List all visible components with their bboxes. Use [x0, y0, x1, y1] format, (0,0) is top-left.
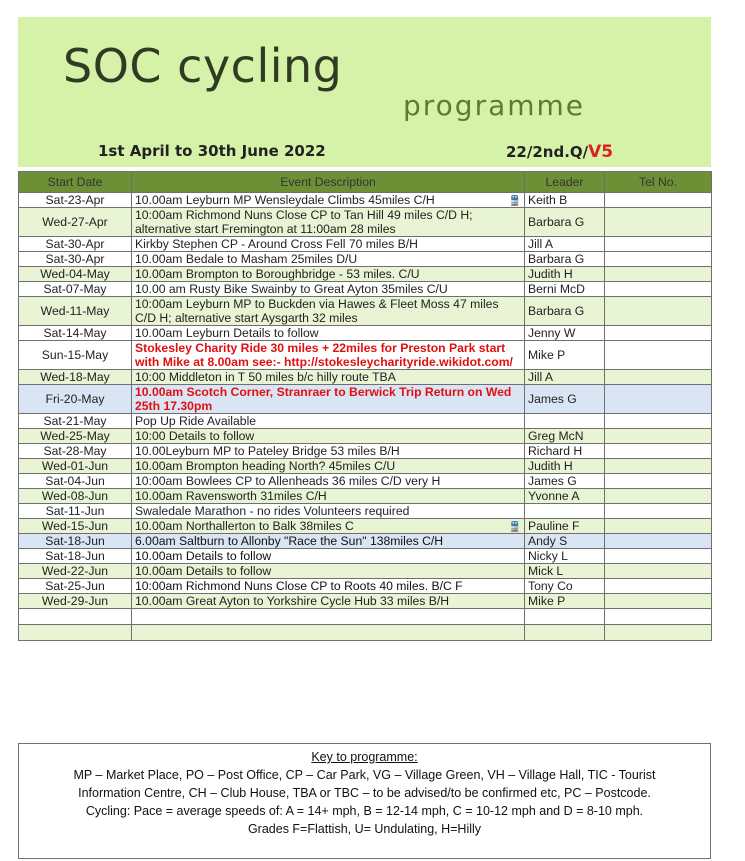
- row-event: Stokesley Charity Ride 30 miles + 22miles for Preston Park start with Mike at 8.00am see:- http://stokesleycharityride.wikidot.com/: [132, 341, 525, 370]
- row-leader: Andy S: [525, 534, 605, 549]
- row-tel: [605, 297, 712, 326]
- table-row: [19, 594, 712, 609]
- row-leader: Greg McN: [525, 429, 605, 444]
- row-event: 10.00am Leyburn Details to follow: [132, 326, 525, 341]
- empty-cell: [19, 609, 132, 625]
- row-leader: James G: [525, 385, 605, 414]
- row-leader: Yvonne A: [525, 489, 605, 504]
- table-row: [19, 444, 712, 459]
- row-date: Sat-30-Apr: [19, 237, 132, 252]
- table-row: [19, 341, 712, 370]
- row-leader: Berni McD: [525, 282, 605, 297]
- train-icon: 🚆: [508, 522, 521, 533]
- row-event: [132, 193, 525, 208]
- row-event-text: 10.00am Leyburn MP Wensleydale Climbs 45miles C/H: [135, 193, 435, 207]
- table-row: [19, 414, 712, 429]
- table-row: [19, 504, 712, 519]
- row-leader: [525, 414, 605, 429]
- table-row: [19, 370, 712, 385]
- row-leader: Judith H: [525, 267, 605, 282]
- table-row: [19, 193, 712, 208]
- row-tel: [605, 534, 712, 549]
- row-tel: [605, 237, 712, 252]
- row-date: Sat-07-May: [19, 282, 132, 297]
- row-leader: Mike P: [525, 341, 605, 370]
- row-leader: Barbara G: [525, 252, 605, 267]
- row-tel: [605, 370, 712, 385]
- row-leader: [525, 504, 605, 519]
- row-leader: Barbara G: [525, 297, 605, 326]
- row-date: Sat-14-May: [19, 326, 132, 341]
- row-tel: [605, 252, 712, 267]
- row-event: 10.00am Brompton to Boroughbridge - 53 miles. C/U: [132, 267, 525, 282]
- row-event: 10:00am Richmond Nuns Close CP to Tan Hill 49 miles C/D H; alternative start Fremington at 11:00am 28 miles: [132, 208, 525, 237]
- row-date: Sat-21-May: [19, 414, 132, 429]
- table-row: [19, 252, 712, 267]
- table-row: [19, 267, 712, 282]
- table-row: [19, 564, 712, 579]
- key-line: Cycling: Pace = average speeds of: A = 14+ mph, B = 12-14 mph, C = 10-12 mph and D = 8-10 mph.: [85, 804, 644, 818]
- row-date: Wed-25-May: [19, 429, 132, 444]
- empty-cell: [605, 609, 712, 625]
- row-date: Sat-18-Jun: [19, 549, 132, 564]
- column-header: Start Date: [19, 172, 132, 193]
- row-tel: [605, 459, 712, 474]
- row-event: 10:00am Leyburn MP to Buckden via Hawes & Fleet Moss 47 miles C/D H; alternative start Aysgarth 32 miles: [132, 297, 525, 326]
- version-label: [506, 142, 613, 162]
- row-date: Sat-11-Jun: [19, 504, 132, 519]
- row-date: Sat-23-Apr: [19, 193, 132, 208]
- row-leader: James G: [525, 474, 605, 489]
- row-tel: [605, 579, 712, 594]
- table-row: [19, 519, 712, 534]
- table-row: [19, 208, 712, 237]
- row-date: Wed-29-Jun: [19, 594, 132, 609]
- row-tel: [605, 267, 712, 282]
- row-date: Wed-15-Jun: [19, 519, 132, 534]
- row-date: Wed-01-Jun: [19, 459, 132, 474]
- row-tel: [605, 414, 712, 429]
- row-event-text: 10.00am Northallerton to Balk 38miles C: [135, 519, 354, 533]
- table-row: [19, 549, 712, 564]
- row-date: Wed-18-May: [19, 370, 132, 385]
- row-date: Sun-15-May: [19, 341, 132, 370]
- row-date: Sat-18-Jun: [19, 534, 132, 549]
- row-leader: Barbara G: [525, 208, 605, 237]
- version-prefix: 22/2nd.Q/: [506, 143, 589, 161]
- row-tel: [605, 474, 712, 489]
- row-date: Sat-25-Jun: [19, 579, 132, 594]
- table-row: [19, 609, 712, 625]
- row-leader: Tony Co: [525, 579, 605, 594]
- table-row: [19, 474, 712, 489]
- row-event: [132, 519, 525, 534]
- programme-key: [18, 743, 711, 859]
- empty-cell: [132, 625, 525, 641]
- column-header: Tel No.: [605, 172, 712, 193]
- row-tel: [605, 429, 712, 444]
- row-event: Swaledale Marathon - no rides Volunteers required: [132, 504, 525, 519]
- row-event: 10.00Leyburn MP to Pateley Bridge 53 miles B/H: [132, 444, 525, 459]
- row-leader: Judith H: [525, 459, 605, 474]
- row-date: Wed-27-Apr: [19, 208, 132, 237]
- page-subtitle: programme: [403, 89, 586, 122]
- row-tel: [605, 326, 712, 341]
- programme-table: [18, 171, 712, 641]
- row-tel: [605, 341, 712, 370]
- row-tel: [605, 444, 712, 459]
- table-row: [19, 237, 712, 252]
- column-header: Leader: [525, 172, 605, 193]
- row-date: Sat-30-Apr: [19, 252, 132, 267]
- column-header: Event Description: [132, 172, 525, 193]
- row-event: 10:00 Details to follow: [132, 429, 525, 444]
- row-event: 10.00am Details to follow: [132, 549, 525, 564]
- row-tel: [605, 193, 712, 208]
- row-date: Sat-28-May: [19, 444, 132, 459]
- date-range: 1st April to 30th June 2022: [98, 142, 326, 160]
- table-row: [19, 579, 712, 594]
- row-date: Wed-22-Jun: [19, 564, 132, 579]
- row-leader: Nicky L: [525, 549, 605, 564]
- row-date: Wed-04-May: [19, 267, 132, 282]
- row-event: 10.00am Details to follow: [132, 564, 525, 579]
- row-tel: [605, 385, 712, 414]
- table-row: [19, 534, 712, 549]
- version-mark: V5: [588, 142, 614, 162]
- key-title: Key to programme:: [311, 750, 418, 764]
- row-event: 6.00am Saltburn to Allonby "Race the Sun" 138miles C/H: [132, 534, 525, 549]
- row-leader: Richard H: [525, 444, 605, 459]
- row-event: 10:00 Middleton in T 50 miles b/c hilly route TBA: [132, 370, 525, 385]
- row-tel: [605, 208, 712, 237]
- row-date: Wed-11-May: [19, 297, 132, 326]
- row-event: 10.00am Scotch Corner, Stranraer to Berwick Trip Return on Wed 25th 17.30pm: [132, 385, 525, 414]
- row-event: 10:00am Richmond Nuns Close CP to Roots 40 miles. B/C F: [132, 579, 525, 594]
- row-tel: [605, 504, 712, 519]
- row-leader: Keith B: [525, 193, 605, 208]
- empty-cell: [525, 609, 605, 625]
- table-row: [19, 326, 712, 341]
- row-date: Sat-04-Jun: [19, 474, 132, 489]
- row-event: 10.00 am Rusty Bike Swainby to Great Ayton 35miles C/U: [132, 282, 525, 297]
- table-header-row: [19, 172, 712, 193]
- row-event: Pop Up Ride Available: [132, 414, 525, 429]
- table-row: [19, 297, 712, 326]
- row-leader: Jill A: [525, 237, 605, 252]
- table-row: [19, 385, 712, 414]
- row-tel: [605, 282, 712, 297]
- train-icon: 🚆: [508, 196, 521, 207]
- table-row: [19, 282, 712, 297]
- row-event: 10:00am Bowlees CP to Allenheads 36 miles C/D very H: [132, 474, 525, 489]
- table-row: [19, 489, 712, 504]
- row-event: 10.00am Great Ayton to Yorkshire Cycle Hub 33 miles B/H: [132, 594, 525, 609]
- page-header: [18, 17, 711, 167]
- row-tel: [605, 489, 712, 504]
- row-leader: Pauline F: [525, 519, 605, 534]
- row-date: Wed-08-Jun: [19, 489, 132, 504]
- page-title: SOC cycling: [63, 39, 343, 93]
- row-leader: Mike P: [525, 594, 605, 609]
- key-line: Grades F=Flattish, U= Undulating, H=Hilly: [247, 822, 482, 836]
- row-tel: [605, 519, 712, 534]
- row-tel: [605, 564, 712, 579]
- empty-cell: [525, 625, 605, 641]
- row-event: 10.00am Ravensworth 31miles C/H: [132, 489, 525, 504]
- key-line: MP – Market Place, PO – Post Office, CP – Car Park, VG – Village Green, VH – Village Hall, TIC - Tourist: [73, 768, 656, 782]
- table-row: [19, 459, 712, 474]
- key-line: Information Centre, CH – Club House, TBA or TBC – to be advised/to be confirmed etc, PC – Postcode.: [78, 786, 651, 800]
- row-event: 10.00am Brompton heading North? 45miles C/U: [132, 459, 525, 474]
- table-row: [19, 429, 712, 444]
- table-row: [19, 625, 712, 641]
- row-leader: Jenny W: [525, 326, 605, 341]
- empty-cell: [19, 625, 132, 641]
- row-event: 10.00am Bedale to Masham 25miles D/U: [132, 252, 525, 267]
- row-date: Fri-20-May: [19, 385, 132, 414]
- row-leader: Jill A: [525, 370, 605, 385]
- row-tel: [605, 594, 712, 609]
- row-leader: Mick L: [525, 564, 605, 579]
- row-event: Kirkby Stephen CP - Around Cross Fell 70 miles B/H: [132, 237, 525, 252]
- empty-cell: [132, 609, 525, 625]
- empty-cell: [605, 625, 712, 641]
- row-tel: [605, 549, 712, 564]
